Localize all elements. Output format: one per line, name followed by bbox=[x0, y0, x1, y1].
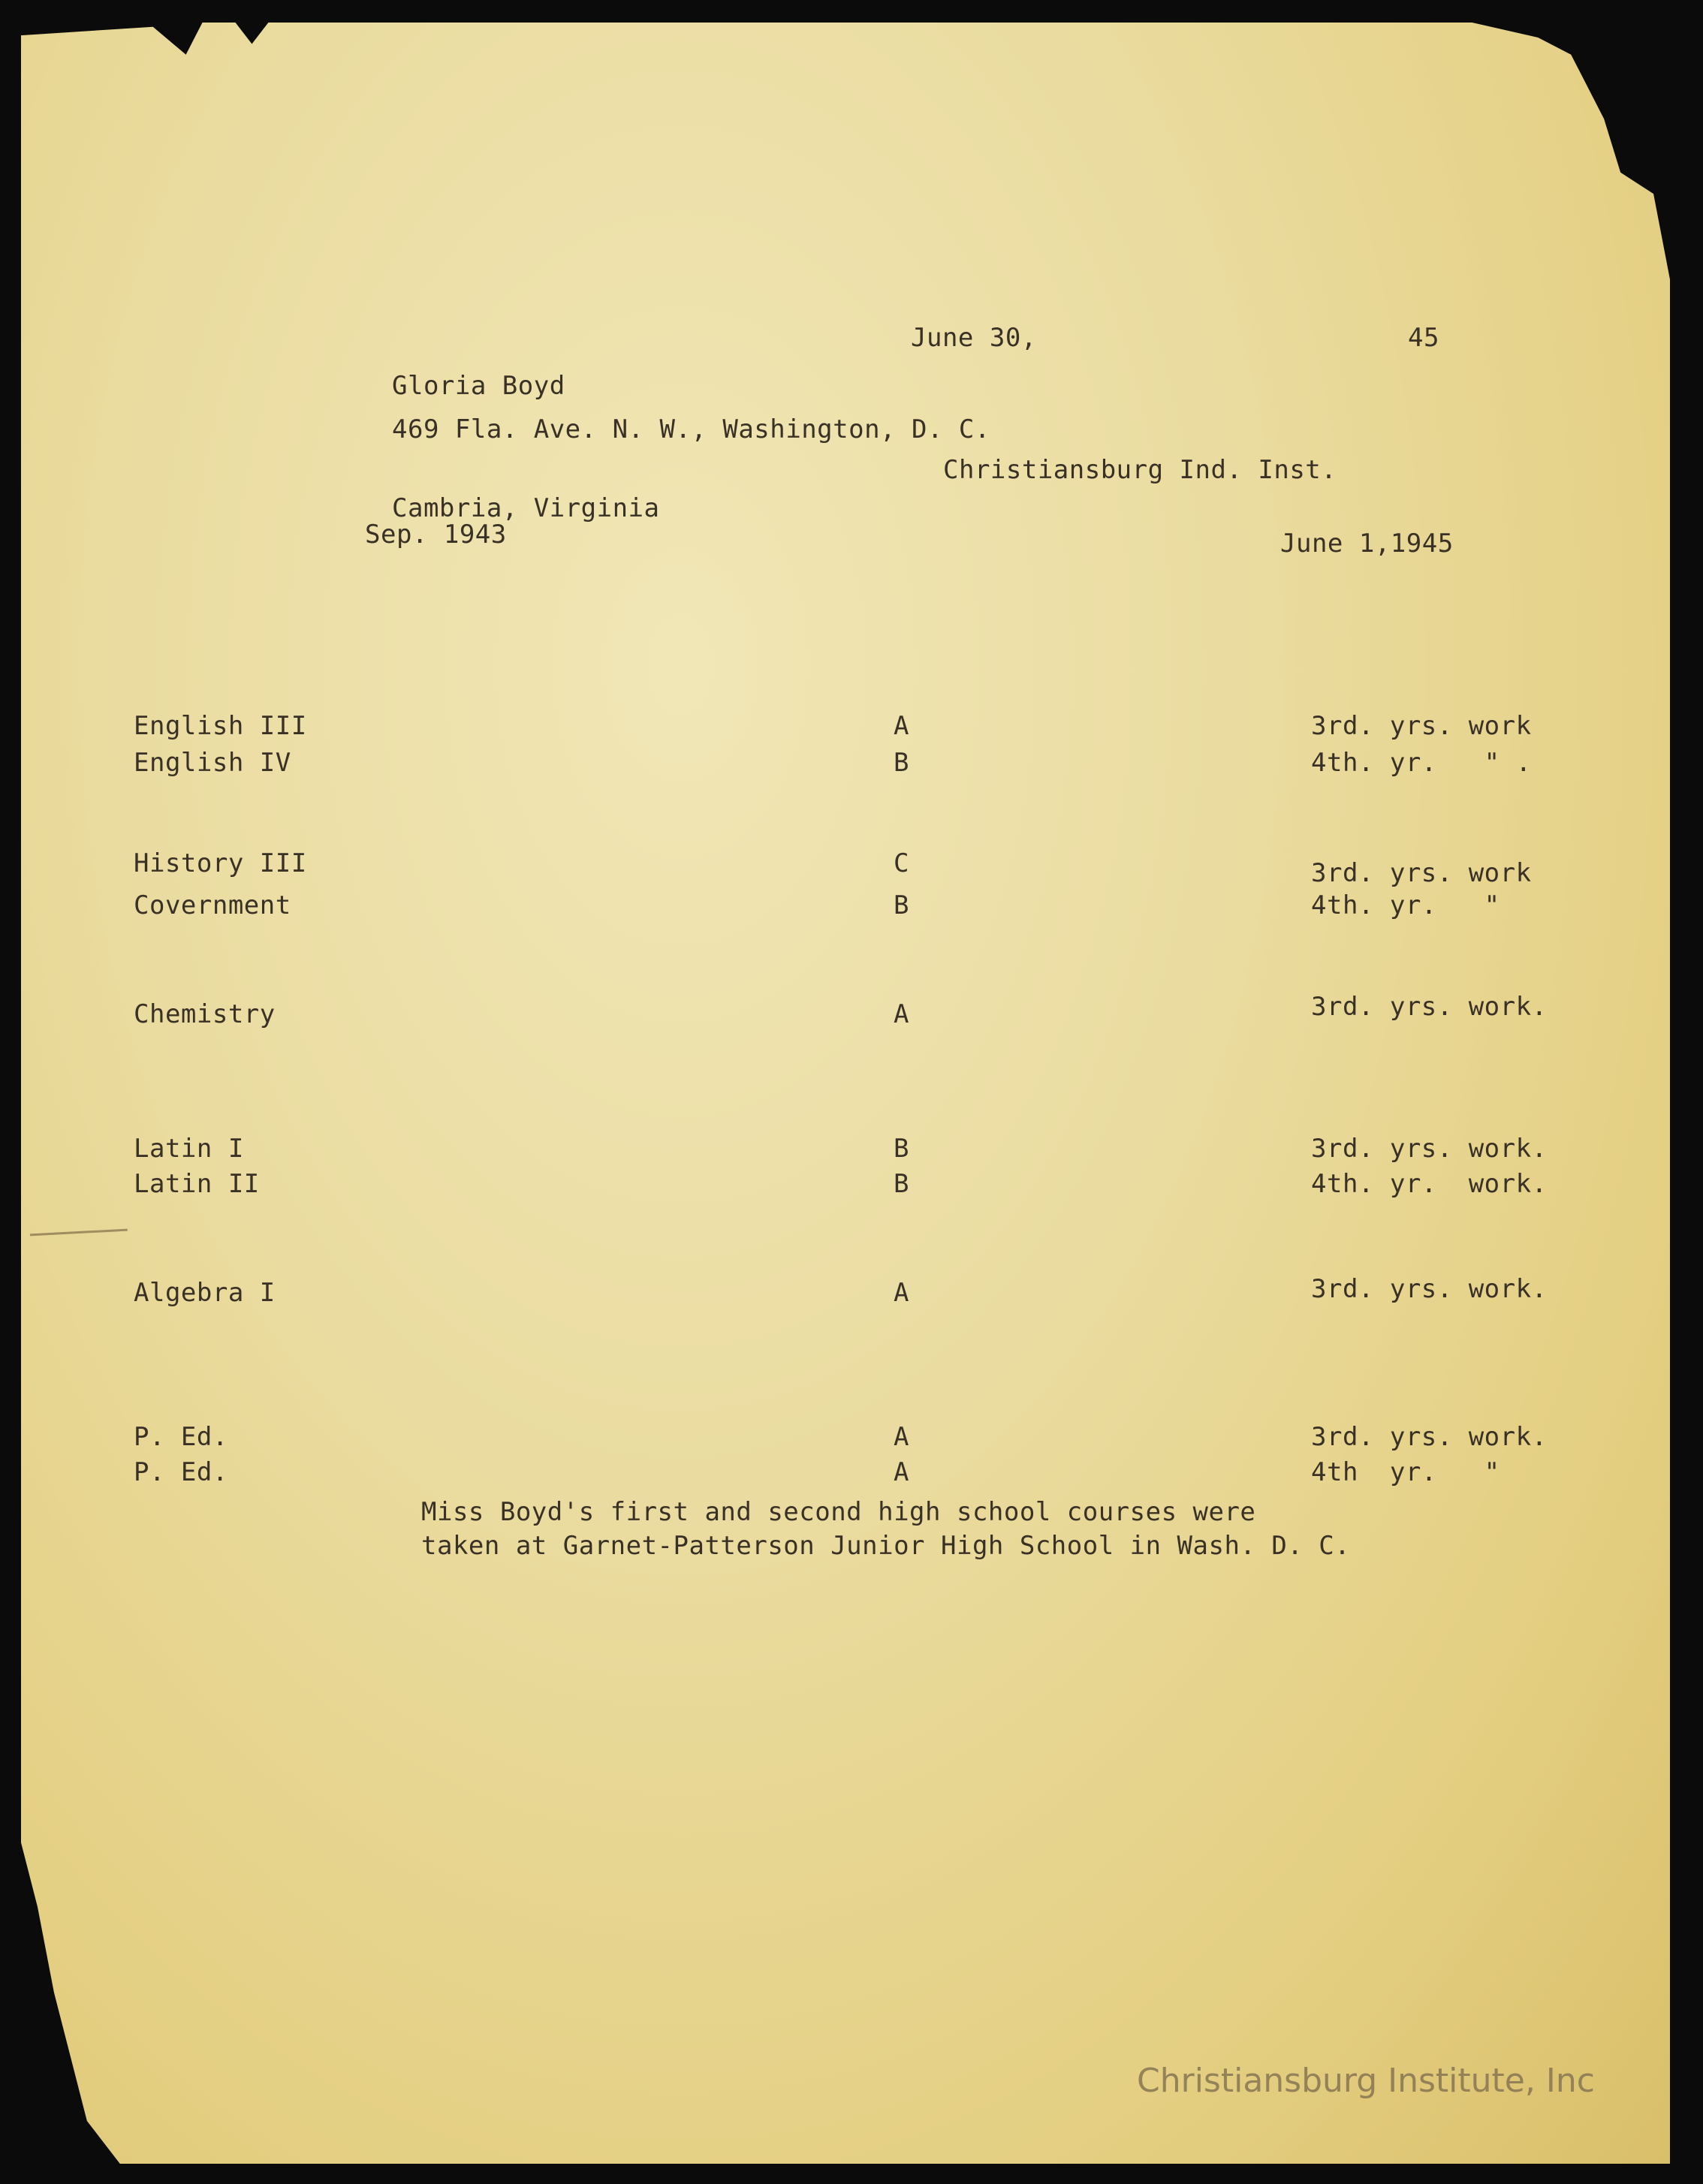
course-subject: Algebra I bbox=[134, 1278, 276, 1308]
course-grade: B bbox=[894, 748, 909, 778]
course-subject: Covernment bbox=[134, 890, 291, 920]
course-grade: A bbox=[894, 1457, 909, 1487]
archive-watermark: Christiansburg Institute, Inc bbox=[1137, 2062, 1595, 2100]
footnote-line-2: taken at Garnet-Patterson Junior High School in Wash. D. C. bbox=[421, 1531, 1351, 1561]
course-note: 4th. yr. " bbox=[1311, 890, 1500, 920]
course-note: 4th yr. " bbox=[1311, 1457, 1500, 1487]
course-grade: A bbox=[894, 1278, 909, 1308]
course-subject: P. Ed. bbox=[134, 1422, 228, 1452]
course-note: 4th. yr. " . bbox=[1311, 748, 1532, 778]
student-address: 469 Fla. Ave. N. W., Washington, D. C. bbox=[392, 414, 990, 444]
footnote-line-1: Miss Boyd's first and second high school courses were bbox=[421, 1497, 1256, 1527]
course-grade: A bbox=[894, 999, 909, 1029]
course-subject: P. Ed. bbox=[134, 1457, 228, 1487]
course-note: 3rd. yrs. work bbox=[1311, 711, 1532, 741]
course-subject: Latin I bbox=[134, 1134, 244, 1164]
course-grade: C bbox=[894, 848, 909, 878]
course-note: 4th. yr. work. bbox=[1311, 1169, 1548, 1199]
course-note: 3rd. yrs. work. bbox=[1311, 1134, 1548, 1164]
date-line: June 30, bbox=[911, 323, 1037, 353]
left-date: June 1,1945 bbox=[1280, 529, 1454, 559]
year-short: 45 bbox=[1408, 323, 1439, 353]
course-grade: A bbox=[894, 711, 909, 741]
course-grade: B bbox=[894, 890, 909, 920]
institution-name: Christiansburg Ind. Inst. bbox=[943, 455, 1337, 485]
course-grade: B bbox=[894, 1169, 909, 1199]
entered-date: Sep. 1943 bbox=[365, 520, 507, 550]
course-grade: B bbox=[894, 1134, 909, 1164]
student-name: Gloria Boyd bbox=[392, 371, 565, 401]
course-subject: History III bbox=[134, 848, 307, 878]
course-subject: Chemistry bbox=[134, 999, 276, 1029]
course-note: 3rd. yrs. work. bbox=[1311, 1422, 1548, 1452]
institution-location: Cambria, Virginia bbox=[392, 493, 660, 523]
course-note: 3rd. yrs. work. bbox=[1311, 992, 1548, 1022]
course-note: 3rd. yrs. work. bbox=[1311, 1274, 1548, 1304]
course-note: 3rd. yrs. work bbox=[1311, 858, 1532, 888]
course-subject: English IV bbox=[134, 748, 291, 778]
course-grade: A bbox=[894, 1422, 909, 1452]
course-subject: English III bbox=[134, 711, 307, 741]
course-subject: Latin II bbox=[134, 1169, 260, 1199]
